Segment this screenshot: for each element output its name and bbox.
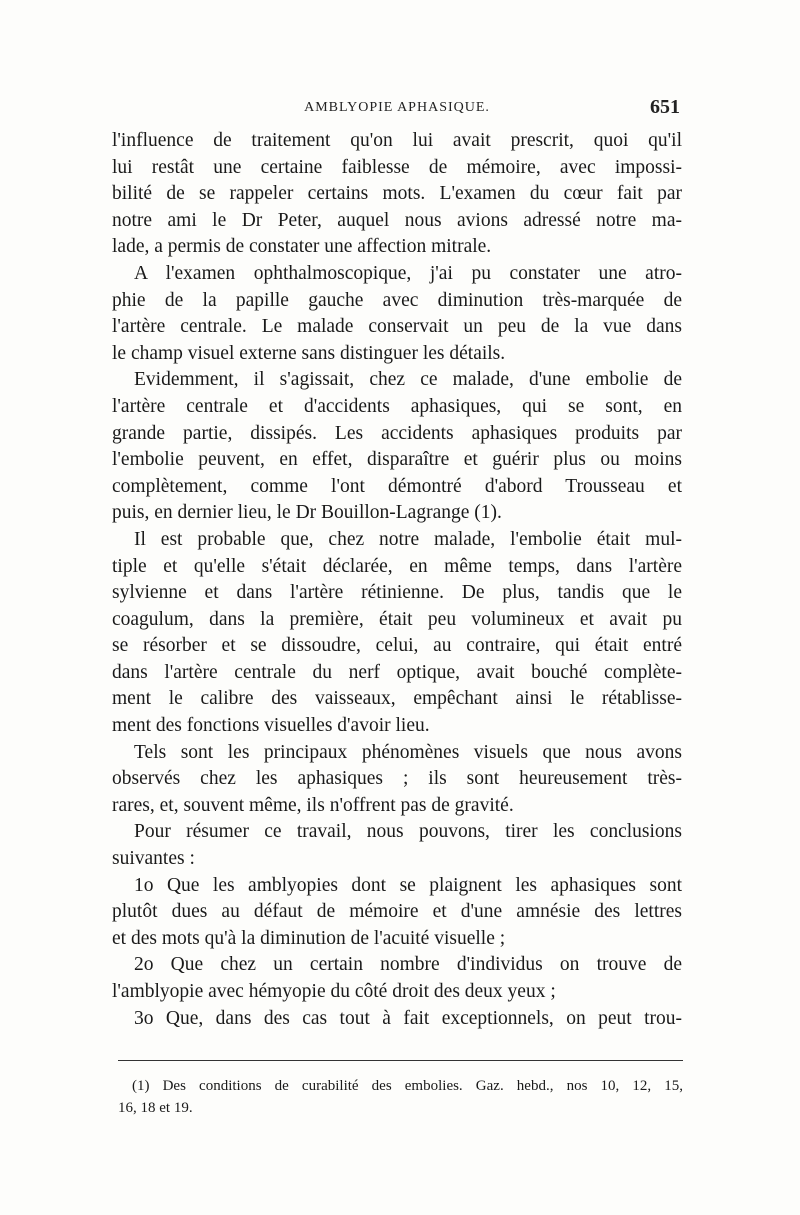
text-line: lui restât une certaine faiblesse de mémoire, avec impossi- — [112, 156, 682, 178]
text-line: coagulum, dans la première, était peu volumineux et avait pu — [112, 608, 682, 630]
text-line: complètement, comme l'ont démontré d'abord Trousseau et — [112, 475, 682, 497]
text-line: 3o Que, dans des cas tout à fait exceptionnels, on peut trou- — [134, 1007, 682, 1029]
text-line: Tels sont les principaux phénomènes visuels que nous avons — [134, 741, 682, 763]
footnote-line: (1) Des conditions de curabilité des embolies. Gaz. hebd., nos 10, 12, 15, — [132, 1078, 683, 1094]
page-number: 651 — [650, 96, 680, 118]
text-line: rares, et, souvent même, ils n'offrent pas de gravité. — [112, 794, 514, 816]
text-line: puis, en dernier lieu, le Dr Bouillon-Lagrange (1). — [112, 502, 502, 524]
text-line: 2o Que chez un certain nombre d'individus on trouve de — [134, 954, 682, 976]
text-line: phie de la papille gauche avec diminution très-marquée de — [112, 289, 682, 311]
text-line: tiple et qu'elle s'était déclarée, en même temps, dans l'artère — [112, 555, 682, 577]
text-line: notre ami le Dr Peter, auquel nous avions adressé notre ma- — [112, 209, 682, 231]
text-line: observés chez les aphasiques ; ils sont heureusement très- — [112, 768, 682, 790]
text-line: l'influence de traitement qu'on lui avait prescrit, quoi qu'il — [112, 130, 682, 151]
text-line: plutôt dues au défaut de mémoire et d'une amnésie des lettres — [112, 901, 682, 923]
text-line: et des mots qu'à la diminution de l'acuité visuelle ; — [112, 927, 506, 949]
text-line: Evidemment, il s'agissait, chez ce malade, d'une embolie de — [134, 369, 682, 391]
text-line: l'artère centrale et d'accidents aphasiques, qui se sont, en — [112, 395, 682, 417]
text-line: grande partie, dissipés. Les accidents aphasiques produits par — [112, 422, 682, 444]
body-text — [112, 128, 682, 1032]
running-title: AMBLYOPIE APHASIQUE. — [304, 100, 490, 115]
text-line: lade, a permis de constater une affection mitrale. — [112, 236, 492, 258]
text-line: l'artère centrale. Le malade conservait un peu de la vue dans — [112, 316, 682, 338]
text-line: 1o Que les amblyopies dont se plaignent les aphasiques sont — [134, 874, 682, 896]
text-line: suivantes : — [112, 848, 195, 870]
text-line: ment des fonctions visuelles d'avoir lieu. — [112, 715, 430, 737]
text-line: ment le calibre des vaisseaux, empêchant ainsi le rétablisse- — [112, 688, 682, 710]
text-line: A l'examen ophthalmoscopique, j'ai pu constater une atro- — [134, 262, 682, 284]
text-line: bilité de se rappeler certains mots. L'examen du cœur fait par — [112, 183, 682, 205]
text-line: dans l'artère centrale du nerf optique, avait bouché complète- — [112, 661, 682, 683]
text-line: se résorber et se dissoudre, celui, au contraire, qui était entré — [112, 635, 682, 657]
text-line: Pour résumer ce travail, nous pouvons, tirer les conclusions — [134, 821, 682, 843]
text-line: l'embolie peuvent, en effet, disparaître et guérir plus ou moins — [112, 449, 682, 471]
running-head — [112, 96, 682, 130]
text-line: Il est probable que, chez notre malade, l'embolie était mul- — [134, 528, 682, 550]
text-line: l'amblyopie avec hémyopie du côté droit des deux yeux ; — [112, 981, 556, 1002]
footnote-divider — [118, 1060, 683, 1061]
footnote-line: 16, 18 et 19. — [118, 1100, 193, 1116]
text-line: sylvienne et dans l'artère rétinienne. De plus, tandis que le — [112, 582, 682, 604]
footnotes — [118, 1075, 683, 1119]
text-line: le champ visuel externe sans distinguer les détails. — [112, 342, 506, 364]
